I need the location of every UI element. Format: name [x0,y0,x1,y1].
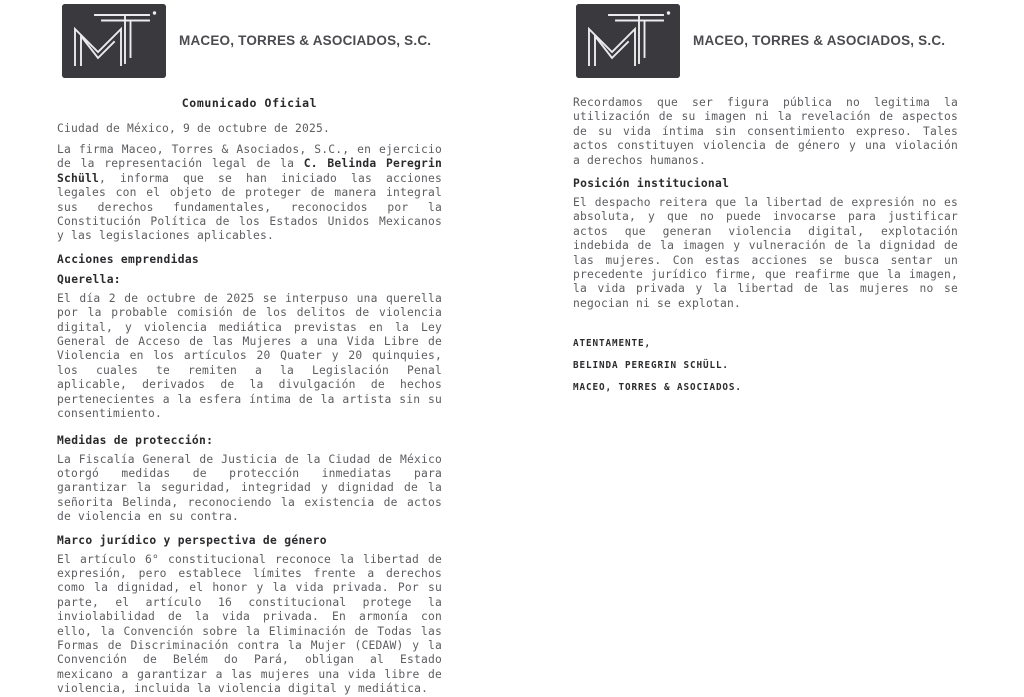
intro-text-pre: La firma Maceo, Torres & Asociados, S.C., en ejercicio de la representación legal de la [57,143,442,171]
heading-marco-juridico: Marco jurídico y perspectiva de género [57,533,327,547]
page-1-header [57,4,442,78]
mt-monogram-icon [62,4,166,78]
firm-logo [576,4,680,78]
mt-monogram-icon [576,4,680,78]
posicion-paragraph: El despacho reitera que la libertad de expresión no es absoluta, y que no puede invocarse para justificar actos que generan violencia digital, explotación indebida de la imagen y vulneración de la dignidad de las mujeres. Con estas acciones se busca sentar un precedente jurídico firme, que reafirme que la imagen, la vida privada y la libertad de las mujeres no se negocian ni se explotan. [573,196,958,310]
querella-paragraph: El día 2 de octubre de 2025 se interpuso una querella por la probable comisión de los delitos de violencia digital, y violencia mediática previstas en la Ley General de Acceso de las Mujeres a una Vida Libre de Violencia en los artículos 20 Quater y 20 quinquies, los cuales te remiten a la Legislación Penal aplicable, derivados de la divulgación de hechos pertenecientes a la esfera íntima de la artista sin su consentimiento. [57,291,442,421]
dateline: Ciudad de México, 9 de octubre de 2025. [57,122,331,135]
firm-name: MACEO, TORRES & ASOCIADOS, S.C. [693,33,946,48]
medidas-paragraph: La Fiscalía General de Justicia de la Ciudad de México otorgó medidas de protección inmediatas para garantizar la seguridad, integridad y dignidad de la señorita Belinda, reconociendo la existencia de actos de violencia en su contra. [57,452,442,524]
marco-paragraph: El artículo 6° constitucional reconoce la libertad de expresión, pero establece límites frente a derechos como la dignidad, el honor y la vida privada. Por su parte, el artículo 16 constitucional protege la inviolabilidad de la vida privada. En armonía con ello, la Convención sobre la Eliminación de Todas las Formas de Discriminación contra la Mujer (CEDAW) y la Convención de Belém do Pará, obligan al Estado mexicano a garantizar a las mujeres una vida libre de violencia, incluida la violencia digital y mediática. [57,552,442,696]
heading-acciones-emprendidas: Acciones emprendidas [57,252,200,266]
heading-querella: Querella: [57,272,121,286]
page-1 [57,0,442,697]
page-2 [573,0,958,404]
firm-logo [62,4,166,78]
document-title: Comunicado Oficial [181,96,318,110]
recordamos-paragraph: Recordamos que ser figura pública no legitima la utilización de su imagen ni la revelación de aspectos de su vida íntima sin consentimiento expreso. Tales actos constituyen violencia de género y una violación a derechos humanos. [573,96,958,167]
client-name: C. Belinda Peregrin Schüll [57,157,442,185]
signature-block [573,338,958,394]
page-2-header [573,4,958,78]
intro-paragraph [57,143,442,244]
heading-posicion-institucional: Posición institucional [573,177,730,191]
intro-text-post: , informa que se han iniciado las acciones legales con el objeto de proteger de manera integral sus derechos fundamentales, reconocidos por la Constitución Política de los Estados Unidos Mexicanos y las legislaciones aplicables. [57,171,442,243]
signature-closing: ATENTAMENTE, [573,338,651,350]
firm-name: MACEO, TORRES & ASOCIADOS, S.C. [179,33,432,48]
signature-signer-belinda: BELINDA PEREGRIN SCHÜLL. [573,360,729,372]
signature-signer-firm: MACEO, TORRES & ASOCIADOS. [573,382,742,394]
heading-medidas-de-proteccion: Medidas de protección: [57,433,214,447]
